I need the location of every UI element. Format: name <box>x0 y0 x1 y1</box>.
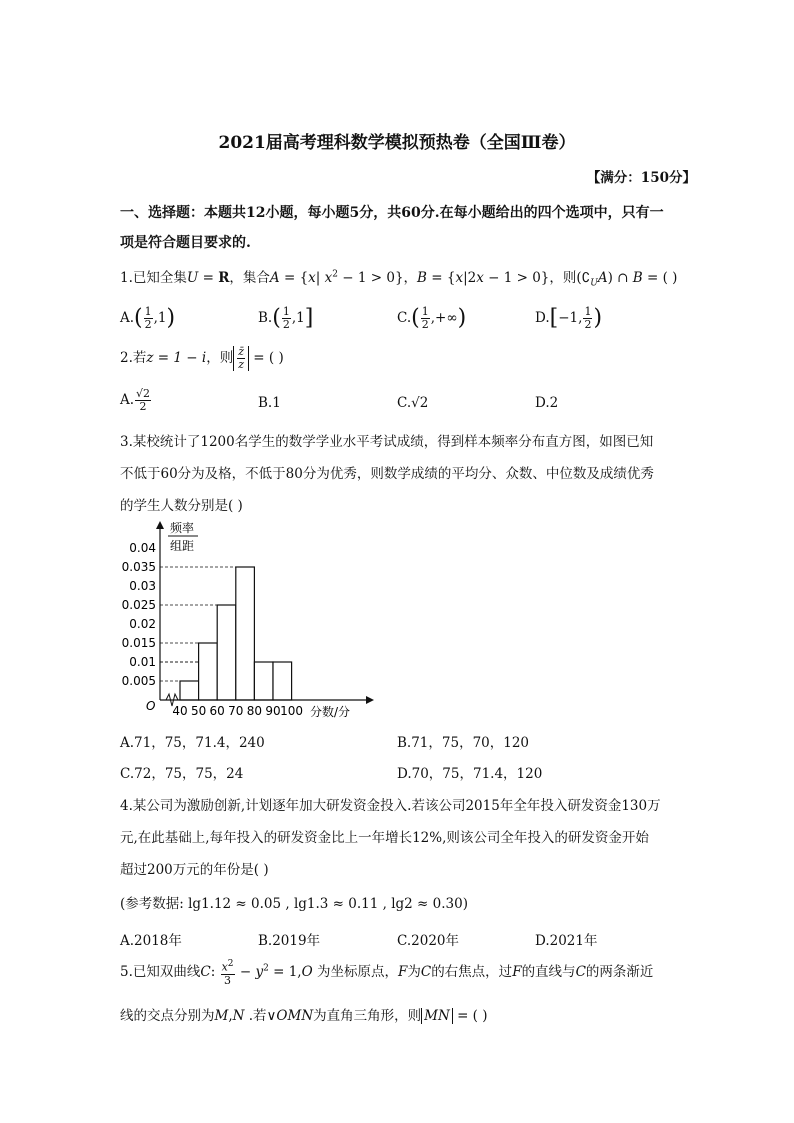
x-tick-label: 80 <box>246 704 263 718</box>
q4-option-c[interactable]: C.2020年 <box>397 933 459 949</box>
histogram-bar <box>217 605 236 700</box>
question-3-line-2: 不低于60分为及格，不低于80分为优秀，则数学成绩的平均分、众数、中位数及成绩优秀 <box>120 466 654 482</box>
y-tick-label: 0.035 <box>121 560 156 574</box>
origin-label: O <box>146 699 156 713</box>
x-axis-label: 分数/分 <box>310 705 351 719</box>
y-tick-label: 0.015 <box>121 636 156 650</box>
y-tick-label: 0.01 <box>129 655 156 669</box>
y-label-bottom: 组距 <box>170 539 195 553</box>
q1-option-a[interactable]: A.( $\frac{1}{2}$ ,1) <box>120 305 176 331</box>
page-title: 2021届高考理科数学模拟预热卷（全国Ⅲ卷） <box>218 133 576 153</box>
question-5-line-1: 5.已知双曲线C: $\frac{x^2}{3}$ − $y^2 = 1,O$ 为坐标原点，F为C的右焦点，过F的直线与C的两条渐近 <box>120 959 654 987</box>
y-axis-arrow <box>156 521 164 529</box>
x-tick-label: 70 <box>228 704 244 718</box>
q3-option-b[interactable]: B.71，75，70，120 <box>397 735 530 751</box>
histogram-bar <box>180 681 199 700</box>
x-tick-label: 60 <box>209 704 225 718</box>
y-tick-label: 0.025 <box>121 598 156 612</box>
x-tick-label: 50 <box>190 704 207 718</box>
question-5-line-2: 线的交点分别为M,N .若∨OMN为直角三角形，则 MN = ( ) <box>120 1008 488 1024</box>
question-1: 1.已知全集U = R，集合A = {x| $x^2 - 1 > 0$}，B = {x|2x − 1 > 0}，则$(∁_UA)$ ∩ B = ( ) <box>120 269 678 289</box>
y-tick-label: 0.04 <box>129 541 156 555</box>
question-2: 2.若z = 1 − i，则 $\frac{z̄}{z}$ = ( ) <box>120 345 284 371</box>
q3-option-c[interactable]: C.72，75，75，24 <box>120 766 244 782</box>
section-heading-2: 项是符合题目要求的. <box>120 235 251 251</box>
x-axis-arrow <box>366 696 374 704</box>
q1-option-c[interactable]: C.( $\frac{1}{2}$ ,+∞) <box>397 305 467 331</box>
question-3-line-3: 的学生人数分别是( ) <box>120 498 243 514</box>
x-tick-label: 100 <box>280 704 304 718</box>
x-tick-label: 90 <box>265 704 281 718</box>
question-4-line-1: 4.某公司为激励创新,计划逐年加大研发资金投入.若该公司2015年全年投入研发资金130万 <box>120 798 661 814</box>
q1-option-d[interactable]: D.[−1, $\frac{1}{2}$ ) <box>535 305 603 331</box>
q2-option-b[interactable]: B.1 <box>258 395 281 411</box>
x-tick-label: 40 <box>172 704 188 718</box>
y-label-top: 频率 <box>170 521 195 535</box>
y-tick-label: 0.03 <box>129 579 156 593</box>
q4-option-a[interactable]: A.2018年 <box>120 933 182 949</box>
question-4-line-2: 元,在此基础上,每年投入的研发资金比上一年增长12%,则该公司全年投入的研发资金开始 <box>120 830 649 846</box>
q1-option-b[interactable]: B.( $\frac{1}{2}$ ,1] <box>258 305 314 331</box>
q4-option-d[interactable]: D.2021年 <box>535 933 598 949</box>
question-4-reference: (参考数据: lg1.12 ≈ 0.05 , lg1.3 ≈ 0.11 , lg2 ≈ 0.30) <box>120 896 468 912</box>
y-tick-label: 0.02 <box>129 617 156 631</box>
full-score: 【满分：150分】 <box>586 170 696 186</box>
q3-option-a[interactable]: A.71，75，71.4，240 <box>120 735 265 751</box>
q2-option-c[interactable]: C.√2 <box>397 395 429 411</box>
q2-option-a[interactable]: A. $\frac{√2}{2}$ <box>120 387 151 413</box>
y-tick-label: 0.005 <box>121 674 156 688</box>
q3-option-d[interactable]: D.70，75，71.4，120 <box>397 766 543 782</box>
histogram <box>118 515 378 720</box>
question-3-line-1: 3.某校统计了1200名学生的数学学业水平考试成绩，得到样本频率分布直方图，如图已知 <box>120 434 654 450</box>
section-heading-1: 一、选择题：本题共12小题，每小题5分，共60分.在每小题给出的四个选项中，只有一 <box>120 205 664 221</box>
histogram-bar <box>254 662 273 700</box>
q2-option-d[interactable]: D.2 <box>535 395 559 411</box>
q4-option-b[interactable]: B.2019年 <box>258 933 321 949</box>
histogram-bar <box>199 643 218 700</box>
question-4-line-3: 超过200万元的年份是( ) <box>120 862 269 878</box>
histogram-bar <box>273 662 292 700</box>
histogram-bar <box>236 567 255 700</box>
